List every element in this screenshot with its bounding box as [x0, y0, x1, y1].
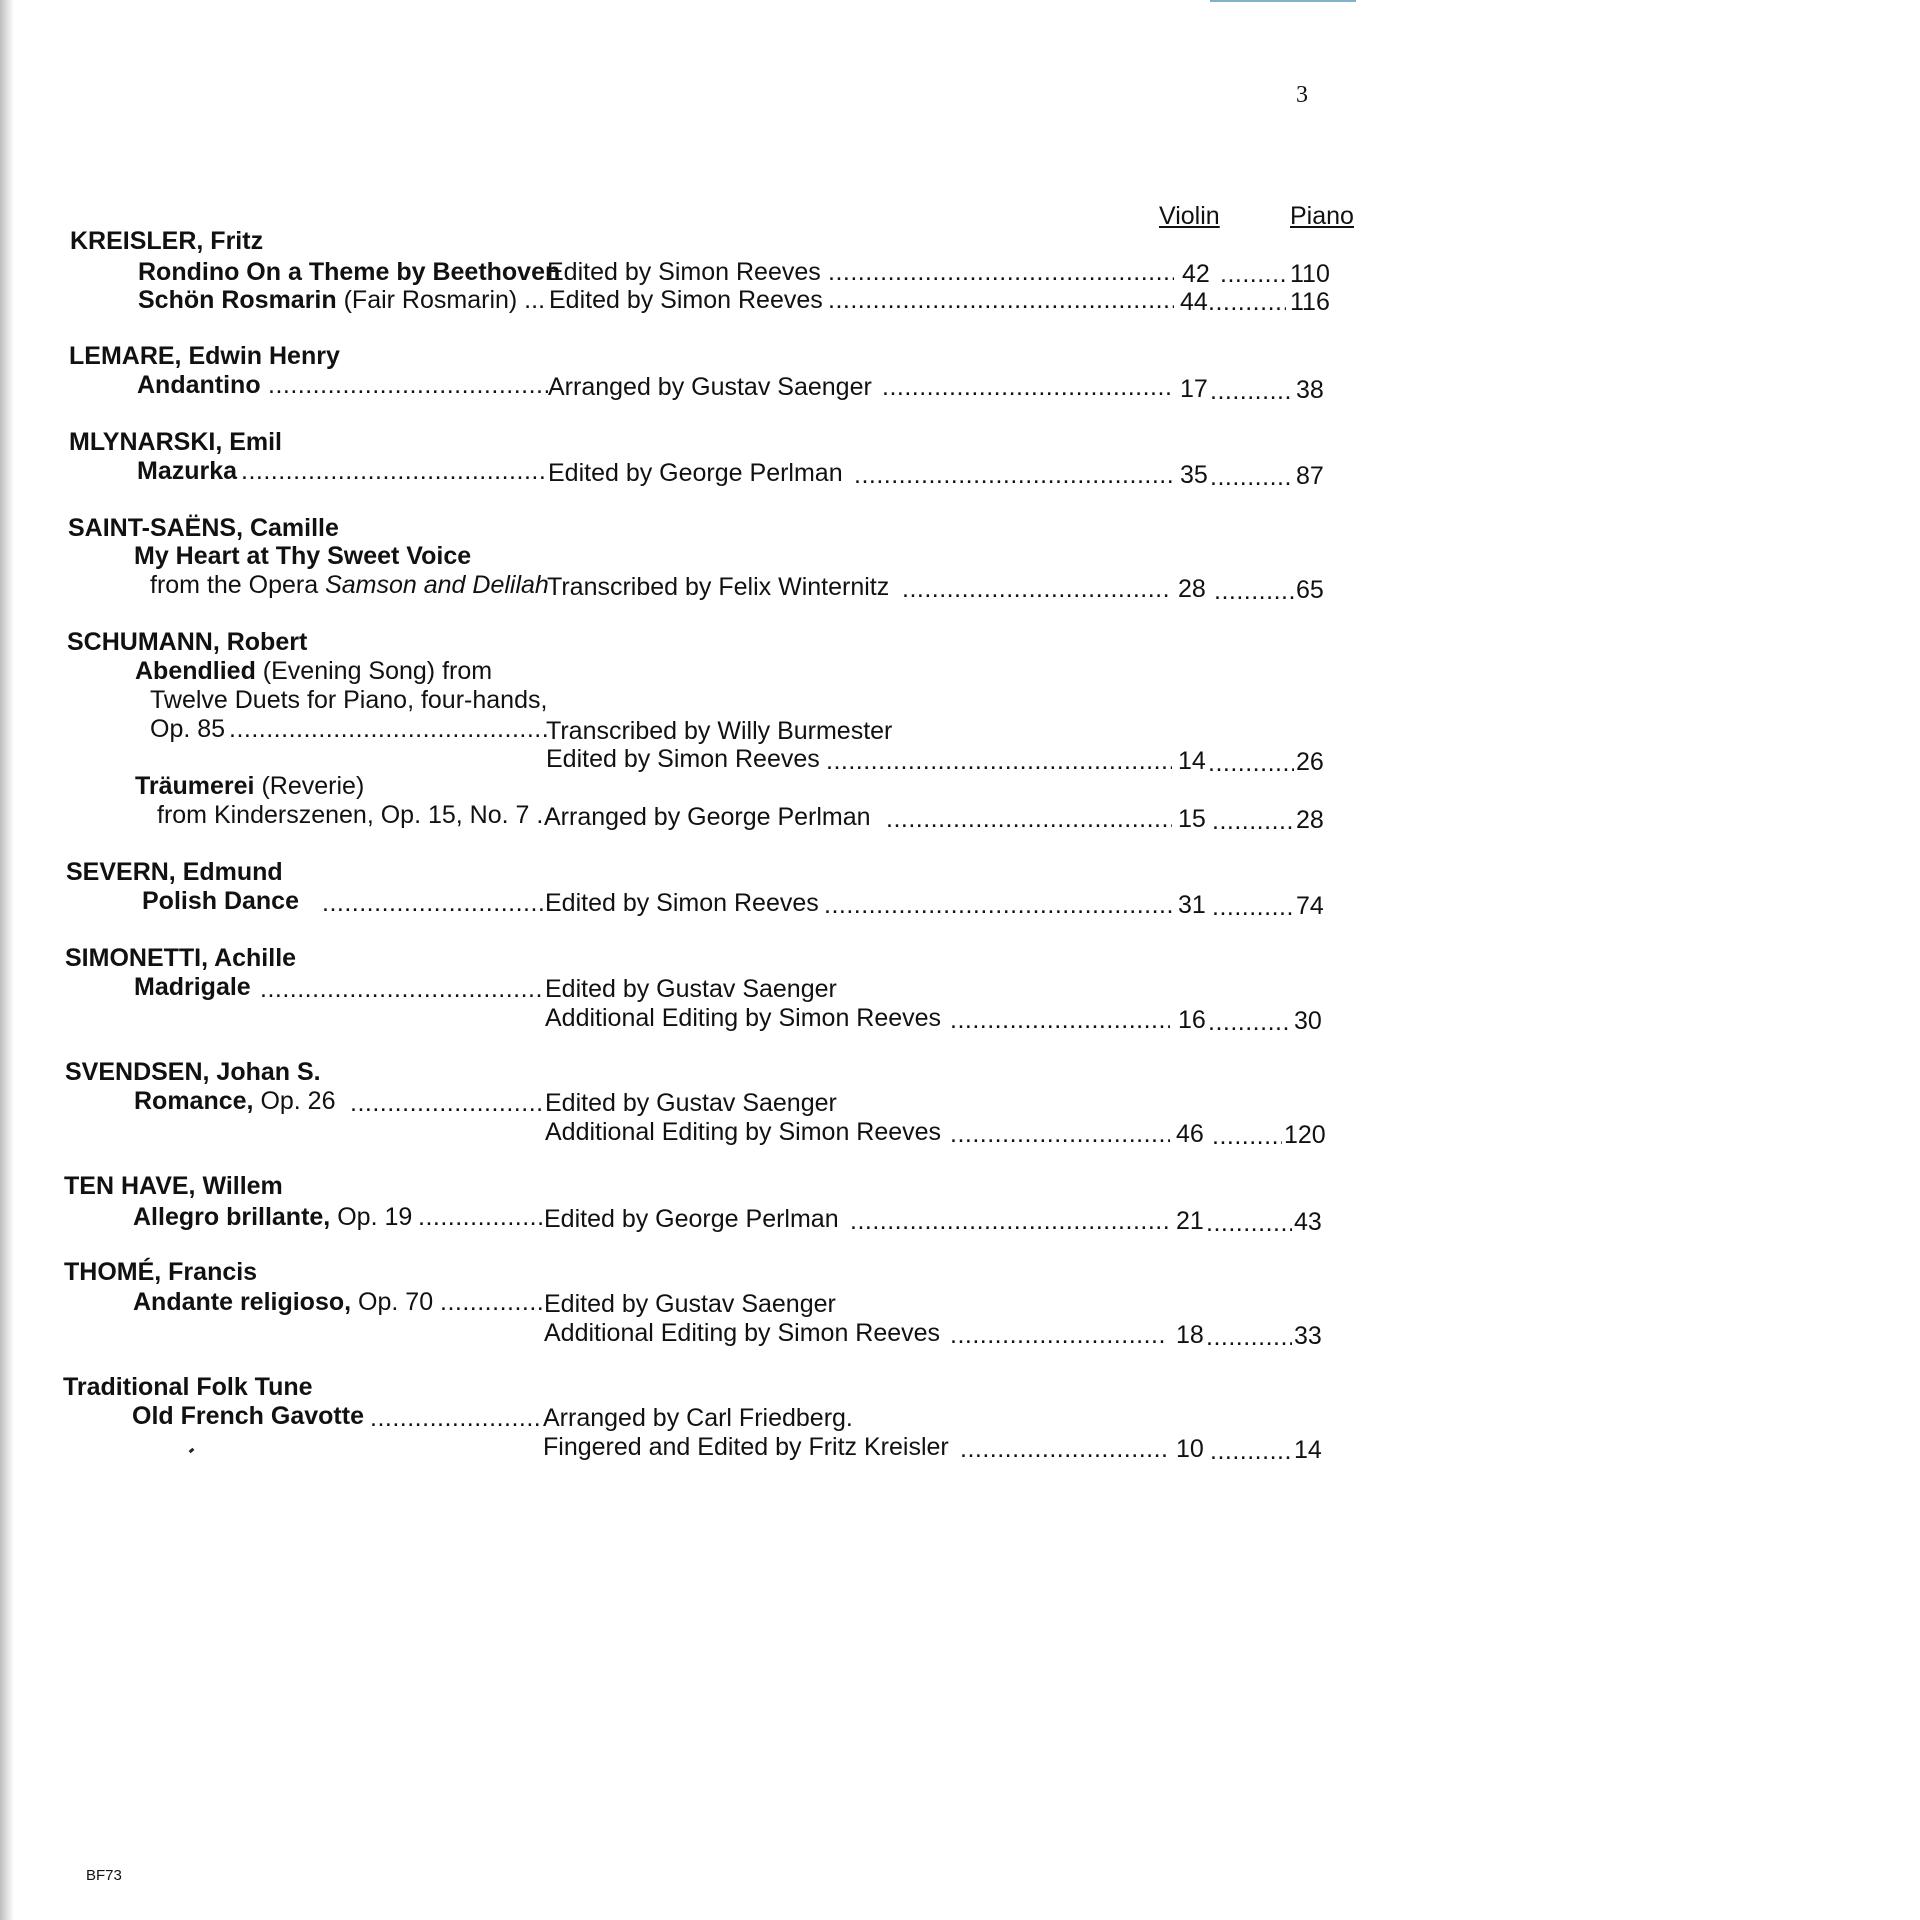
- leader-dots: [1208, 1007, 1292, 1037]
- top-edge-mark: [1210, 0, 1356, 2]
- leader-dots: [1208, 748, 1294, 778]
- piano-page: 43: [1294, 1208, 1322, 1236]
- violin-page: 42: [1182, 260, 1210, 288]
- composer-heading: SAINT-SAËNS, Camille: [68, 514, 339, 542]
- leader-dots: [1212, 1121, 1282, 1151]
- work-editor: Edited by Simon Reeves: [549, 286, 823, 314]
- leader-dots: [902, 574, 1172, 604]
- work-opus: Op. 70: [358, 1288, 434, 1316]
- piano-page: 28: [1296, 806, 1324, 834]
- piano-page: 65: [1296, 576, 1324, 604]
- work-editor: Arranged by Gustav Saenger: [548, 373, 872, 401]
- composer-heading: Traditional Folk Tune: [63, 1373, 313, 1401]
- work-source-line: [150, 570, 549, 600]
- work-title: Andantino: [137, 371, 261, 399]
- leader-dots: [1206, 1208, 1292, 1238]
- work-editor-secondary: Fingered and Edited by Fritz Kreisler: [543, 1433, 949, 1461]
- page-edge-shadow: [0, 0, 14, 1920]
- leader-dots: [886, 804, 1172, 834]
- work-editor: Edited by Gustav Saenger: [545, 1089, 837, 1117]
- work-editor: Edited by George Perlman: [544, 1205, 839, 1233]
- work-subtitle: (Reverie): [261, 772, 365, 800]
- composer-heading: SIMONETTI, Achille: [65, 944, 297, 972]
- work-editor: Edited by Simon Reeves: [547, 258, 821, 286]
- work-title: Romance,: [134, 1087, 254, 1115]
- violin-page: 14: [1178, 747, 1206, 775]
- leader-dots: [828, 257, 1174, 287]
- work-editor: Edited by Gustav Saenger: [544, 1290, 836, 1318]
- work-editor: Arranged by George Perlman: [544, 803, 871, 831]
- leader-dots: [826, 746, 1172, 776]
- leader-dots: [1212, 892, 1294, 922]
- work-title: Schön Rosmarin: [138, 286, 337, 314]
- composer-heading: TEN HAVE, Willem: [64, 1172, 283, 1200]
- work-editor-secondary: Additional Editing by Simon Reeves: [544, 1319, 941, 1347]
- leader-dots: [440, 1287, 544, 1317]
- work-title: Rondino On a Theme by Beethoven: [138, 258, 561, 286]
- work-description: from Kinderszenen, Op. 15, No. 7 .: [157, 801, 544, 829]
- composer-heading: KREISLER, Fritz: [70, 227, 264, 255]
- leader-dots: [1210, 1436, 1290, 1466]
- piano-page: 87: [1296, 462, 1324, 490]
- piano-page: 120: [1284, 1121, 1326, 1149]
- work-title: Allegro brillante,: [133, 1203, 331, 1231]
- violin-page: 16: [1178, 1006, 1206, 1034]
- work-editor: Transcribed by Felix Winternitz: [547, 573, 890, 601]
- piano-page: 38: [1296, 376, 1324, 404]
- leader-dots: [950, 1320, 1168, 1350]
- violin-page: 46: [1176, 1120, 1204, 1148]
- work-title-line: [135, 656, 492, 686]
- piano-page: 14: [1294, 1436, 1322, 1464]
- piano-page: 116: [1290, 288, 1330, 316]
- piano-page: 33: [1294, 1322, 1322, 1350]
- piano-page: 30: [1294, 1007, 1322, 1035]
- work-editor-secondary: Additional Editing by Simon Reeves: [545, 1004, 942, 1032]
- work-title-line: [133, 1202, 412, 1232]
- leader-dots: [241, 456, 547, 486]
- work-editor: Transcribed by Willy Burmester: [546, 717, 893, 745]
- violin-page: 31: [1178, 891, 1206, 919]
- composer-heading: THOMÉ, Francis: [64, 1258, 258, 1286]
- work-editor: Edited by Gustav Saenger: [545, 975, 837, 1003]
- work-title-line: [134, 1086, 336, 1116]
- violin-page: 17: [1180, 375, 1208, 403]
- work-editor: Edited by Simon Reeves: [545, 889, 819, 917]
- work-title-line: [138, 285, 545, 315]
- leader-dots: [1220, 259, 1286, 289]
- leader-dots: [1210, 462, 1294, 492]
- opera-title: Samson and Delilah: [325, 571, 549, 599]
- leader-dots: [268, 370, 548, 400]
- composer-heading: SVENDSEN, Johan S.: [65, 1058, 321, 1086]
- violin-page: 28: [1178, 575, 1206, 603]
- column-header-violin: Violin: [1159, 202, 1220, 230]
- work-title: Träumerei: [135, 772, 255, 800]
- work-editor-secondary: Additional Editing by Simon Reeves: [545, 1118, 942, 1146]
- leader-dots: [322, 888, 546, 918]
- leader-dots: [418, 1202, 544, 1232]
- piano-page: 26: [1296, 748, 1324, 776]
- page-number: 3: [1296, 82, 1308, 108]
- leader-dots: [1214, 576, 1294, 606]
- footer-code: BF73: [86, 1867, 122, 1884]
- work-opus: Op. 19: [337, 1203, 413, 1231]
- work-description: Twelve Duets for Piano, four-hands,: [150, 686, 548, 714]
- work-subtitle: (Evening Song) from: [262, 657, 493, 685]
- leader-dots: [1208, 287, 1286, 317]
- work-opus: Op. 26: [260, 1087, 336, 1115]
- violin-page: 21: [1176, 1207, 1204, 1235]
- work-title: My Heart at Thy Sweet Voice: [134, 542, 472, 570]
- leader-dots: [350, 1088, 545, 1118]
- violin-page: 35: [1180, 461, 1208, 489]
- leader-dots: [370, 1403, 543, 1433]
- work-editor: Edited by George Perlman: [548, 459, 843, 487]
- column-header-piano: Piano: [1290, 202, 1354, 230]
- leader-dots: [1206, 1322, 1292, 1352]
- work-title-line: [133, 1287, 433, 1317]
- violin-page: 15: [1178, 805, 1206, 833]
- work-editor-secondary: Edited by Simon Reeves: [546, 745, 820, 773]
- work-title: Andante religioso,: [133, 1288, 352, 1316]
- violin-page: 10: [1176, 1435, 1204, 1463]
- composer-heading: SEVERN, Edmund: [66, 858, 283, 886]
- leader-dots: [882, 372, 1174, 402]
- composer-heading: MLYNARSKI, Emil: [69, 428, 283, 456]
- composer-heading: LEMARE, Edwin Henry: [69, 342, 340, 370]
- work-title: Mazurka: [137, 457, 238, 485]
- leader-dots: [950, 1119, 1170, 1149]
- work-title: Abendlied: [135, 657, 256, 685]
- work-title: Old French Gavotte: [132, 1402, 364, 1430]
- leader-dots: [854, 460, 1174, 490]
- leader-dots: [1212, 806, 1294, 836]
- from-text: from the Opera: [150, 571, 319, 599]
- leader-dots: [229, 714, 547, 744]
- piano-page: 110: [1290, 260, 1330, 288]
- work-editor: Arranged by Carl Friedberg.: [543, 1404, 853, 1432]
- leader-dots: [960, 1434, 1168, 1464]
- leader-dots: [950, 1005, 1170, 1035]
- work-subtitle: (Fair Rosmarin) ...: [343, 286, 546, 314]
- work-title: Madrigale: [134, 973, 251, 1001]
- violin-page: 44: [1180, 288, 1208, 316]
- leader-dots: [850, 1206, 1168, 1236]
- piano-page: 74: [1296, 892, 1324, 920]
- leader-dots: [260, 974, 545, 1004]
- work-title: Polish Dance: [142, 887, 299, 915]
- composer-heading: SCHUMANN, Robert: [67, 628, 308, 656]
- violin-page: 18: [1176, 1321, 1204, 1349]
- work-title-line: [135, 771, 364, 801]
- leader-dots: [828, 285, 1174, 315]
- leader-dots: [824, 890, 1172, 920]
- leader-dots: [1210, 376, 1294, 406]
- stray-mark: [189, 1448, 195, 1454]
- work-opus: Op. 85: [150, 715, 226, 743]
